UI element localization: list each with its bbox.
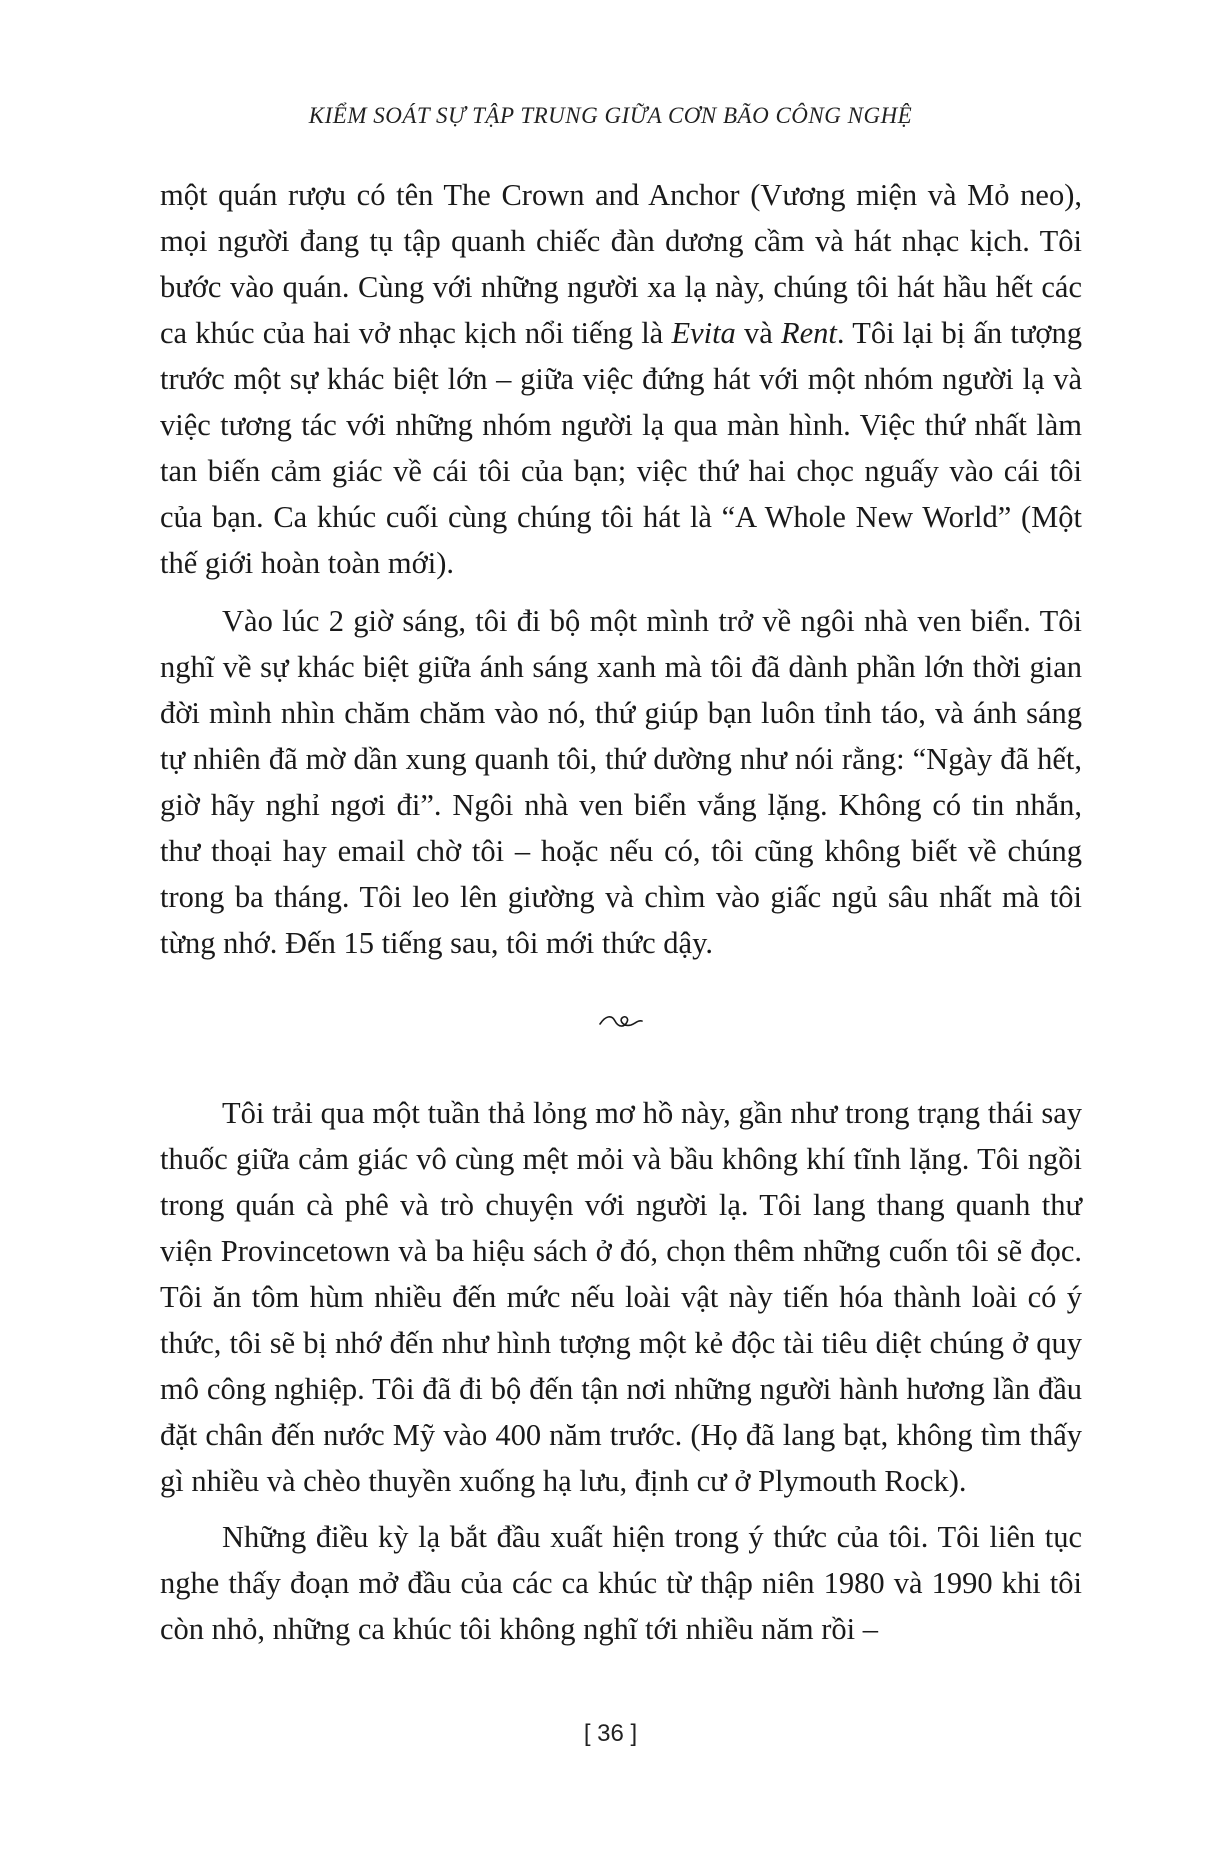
paragraph-1-text-b: và <box>735 316 782 350</box>
paragraph-3: Tôi trải qua một tuần thả lỏng mơ hồ này, gần như trong trạng thái say thuốc giữa cảm giác vô cùng mệt mỏi và bầu không khí tĩnh lặng. Tôi ngồi trong quán cà phê và trò chuyện với người lạ. Tôi lang thang quanh thư viện Provincetown và ba hiệu sách ở đó, chọn thêm những cuốn tôi sẽ đọc. Tôi ăn tôm hùm nhiều đến mức nếu loài vật này tiến hóa thành loài có ý thức, tôi sẽ bị nhớ đến như hình tượng một kẻ độc tài tiêu diệt chúng ở quy mô công nghiệp. Tôi đã đi bộ đến tận nơi những người hành hương lần đầu đặt chân đến nước Mỹ vào 400 năm trước. (Họ đã lang bạt, không tìm thấy gì nhiều và chèo thuyền xuống hạ lưu, định cư ở Plymouth Rock). <box>160 1096 1082 1498</box>
paragraph-1 <box>160 172 1082 586</box>
body-text <box>160 172 1082 1652</box>
paragraph-2: Vào lúc 2 giờ sáng, tôi đi bộ một mình trở về ngôi nhà ven biển. Tôi nghĩ về sự khác biệt giữa ánh sáng xanh mà tôi đã dành phần lớn thời gian đời mình nhìn chăm chăm vào nó, thứ giúp bạn luôn tỉnh táo, và ánh sáng tự nhiên đã mờ dần xung quanh tôi, thứ dường như nói rằng: “Ngày đã hết, giờ hãy nghỉ ngơi đi”. Ngôi nhà ven biển vắng lặng. Không có tin nhắn, thư thoại hay email chờ tôi – hoặc nếu có, tôi cũng không biết về chúng trong ba tháng. Tôi leo lên giường và chìm vào giấc ngủ sâu nhất mà tôi từng nhớ. Đến 15 tiếng sau, tôi mới thức dậy. <box>160 604 1082 960</box>
page-number: [ 36 ] <box>583 1720 638 1747</box>
section-divider <box>160 984 1082 1056</box>
italic-title-rent: Rent <box>781 316 837 350</box>
paragraph-4: Những điều kỳ lạ bắt đầu xuất hiện trong ý thức của tôi. Tôi liên tục nghe thấy đoạn mở đầu của các ca khúc từ thập niên 1980 và 1990 khi tôi còn nhỏ, những ca khúc tôi không nghĩ tới nhiều năm rồi – <box>160 1520 1082 1646</box>
paragraph-1-text-a: một quán rượu có tên The Crown and Anchor (Vương miện và Mỏ neo), mọi người đang tụ tập quanh chiếc đàn dương cầm và hát nhạc kịch. Tôi bước vào quán. Cùng với những người xa lạ này, chúng tôi hát hầu hết các ca khúc của hai vở nhạc kịch nổi tiếng là <box>160 178 1082 350</box>
running-header: KIỂM SOÁT SỰ TẬP TRUNG GIỮA CƠN BÃO CÔNG NGHỆ <box>308 103 913 128</box>
italic-title-evita: Evita <box>671 316 736 350</box>
swirl-ornament-icon <box>598 1003 644 1036</box>
paragraph-1-text-c: . Tôi lại bị ấn tượng trước một sự khác biệt lớn – giữa việc đứng hát với một nhóm người lạ và việc tương tác với những nhóm người lạ qua màn hình. Việc thứ nhất làm tan biến cảm giác về cái tôi của bạn; việc thứ hai chọc nguấy vào cái tôi của bạn. Ca khúc cuối cùng chúng tôi hát là “A Whole New World” (Một thế giới hoàn toàn mới). <box>160 316 1083 580</box>
